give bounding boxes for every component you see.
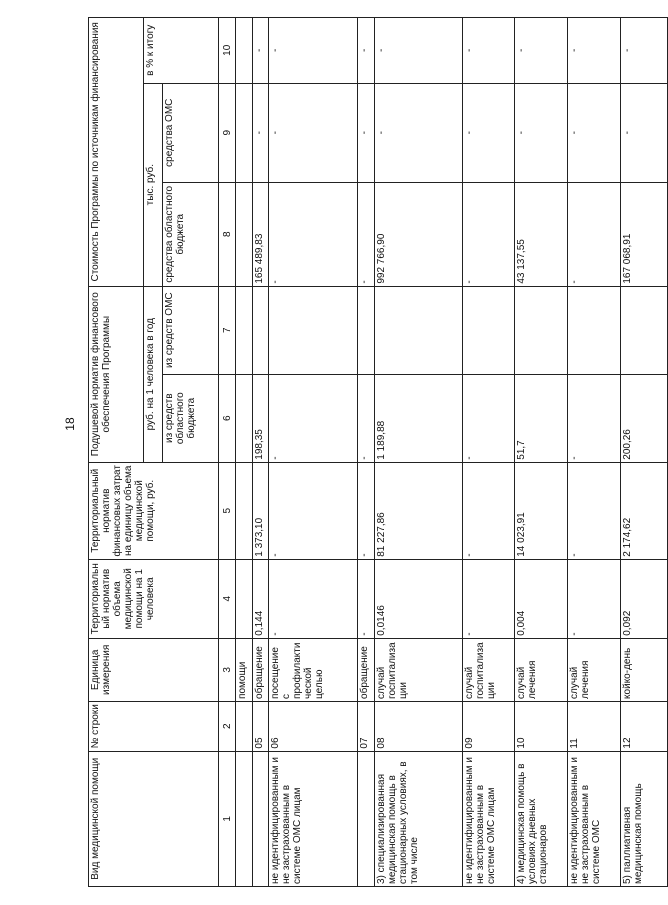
cell-pod-budget: -	[269, 374, 358, 462]
cell-st-budget: -	[462, 182, 514, 286]
cell-pod-oms	[269, 286, 358, 374]
cell-vid	[252, 751, 269, 886]
cell-st-oms	[236, 83, 253, 182]
cell-unit: случай лечения	[514, 638, 567, 701]
cell-norm-obem	[236, 559, 253, 638]
cell-unit: обращение	[358, 638, 375, 701]
header-obl-budget-8: средства областного бюджета	[162, 182, 219, 286]
cell-norm-zatrat: -	[568, 462, 620, 559]
cell-unit: случай госпитализации	[462, 638, 514, 701]
cell-procent: -	[269, 18, 358, 84]
table-row	[374, 18, 462, 887]
cell-vid: 3) специализированная медицинская помощь в стационарных условиях, в том числе	[374, 751, 462, 886]
cell-st-oms: -	[252, 83, 269, 182]
cell-norm-zatrat: 81 227,86	[374, 462, 462, 559]
page-number: 18	[63, 417, 77, 431]
col-number: 10	[219, 18, 236, 84]
col-number: 1	[219, 751, 236, 886]
cell-unit: койко-день	[620, 638, 667, 701]
header-edinica: Единица измерения	[89, 638, 219, 701]
cell-procent: -	[462, 18, 514, 84]
cell-unit: случай лечения	[568, 638, 620, 701]
col-number: 5	[219, 462, 236, 559]
rotated-page	[88, 17, 668, 887]
cell-norm-zatrat: -	[462, 462, 514, 559]
cell-nomer: 06	[269, 701, 358, 751]
table-row	[358, 18, 375, 887]
header-podushevoi: Подушевой норматив финансового обеспечения Программы	[89, 286, 144, 462]
header-oms-9: средства ОМС	[162, 83, 219, 182]
header-norm-obem: Территориальный норматив объема медицинской помощи на 1 человека	[89, 559, 219, 638]
cell-st-oms: -	[514, 83, 567, 182]
cell-norm-obem: -	[358, 559, 375, 638]
cell-vid	[358, 751, 375, 886]
cell-pod-budget	[236, 374, 253, 462]
cell-nomer: 07	[358, 701, 375, 751]
cell-vid	[236, 751, 253, 886]
table-row	[620, 18, 667, 887]
cell-unit: посещение с профилактической целью	[269, 638, 358, 701]
cell-vid: 4) медицинская помощь в условиях дневных стационаров	[514, 751, 567, 886]
cell-pod-oms	[374, 286, 462, 374]
cell-nomer: 09	[462, 701, 514, 751]
cell-procent: -	[374, 18, 462, 84]
cell-st-budget: 165 489,83	[252, 182, 269, 286]
cell-norm-obem: 0,144	[252, 559, 269, 638]
cell-st-oms: -	[374, 83, 462, 182]
cell-st-budget: -	[568, 182, 620, 286]
cell-vid: не идентифицированным и не застрахованным в системе ОМС лицам	[462, 751, 514, 886]
cell-norm-obem: 0,004	[514, 559, 567, 638]
header-row-1	[89, 18, 144, 887]
cell-st-oms: -	[462, 83, 514, 182]
cell-pod-oms	[568, 286, 620, 374]
cell-pod-oms	[514, 286, 567, 374]
cell-pod-budget: 1 189,88	[374, 374, 462, 462]
table-body	[236, 18, 668, 887]
table-row	[514, 18, 567, 887]
cell-procent: -	[252, 18, 269, 84]
col-number: 9	[219, 83, 236, 182]
header-stoimost: Стоимость Программы по источникам финансирования	[89, 18, 144, 287]
cell-st-budget: 167 068,91	[620, 182, 667, 286]
header-tys-rub: тыс. руб.	[143, 83, 162, 286]
cell-st-oms: -	[568, 83, 620, 182]
cell-norm-zatrat: 2 174,62	[620, 462, 667, 559]
header-nomer: № строки	[89, 701, 219, 751]
cell-pod-budget: -	[462, 374, 514, 462]
cell-procent	[236, 18, 253, 84]
header-vid: Вид медицинской помощи	[89, 751, 219, 886]
cell-norm-zatrat: 1 373,10	[252, 462, 269, 559]
cell-st-budget: -	[358, 182, 375, 286]
cell-norm-obem: -	[568, 559, 620, 638]
col-number: 3	[219, 638, 236, 701]
cell-nomer: 08	[374, 701, 462, 751]
col-number: 2	[219, 701, 236, 751]
cell-st-budget	[236, 182, 253, 286]
table-row	[462, 18, 514, 887]
cell-norm-zatrat: -	[358, 462, 375, 559]
cell-vid: 5) паллиативная медицинская помощь	[620, 751, 667, 886]
header-obl-budget-6: из средств областного бюджета	[162, 374, 219, 462]
cell-procent: -	[568, 18, 620, 84]
cell-pod-oms	[358, 286, 375, 374]
cell-norm-obem: 0,0146	[374, 559, 462, 638]
cell-unit: помощи	[236, 638, 253, 701]
cell-norm-zatrat: 14 023,91	[514, 462, 567, 559]
cell-st-oms: -	[269, 83, 358, 182]
cell-pod-oms	[252, 286, 269, 374]
cell-pod-oms	[462, 286, 514, 374]
program-cost-table	[88, 17, 668, 887]
cell-pod-oms	[620, 286, 667, 374]
table-row	[269, 18, 358, 887]
cell-pod-oms	[236, 286, 253, 374]
cell-nomer: 10	[514, 701, 567, 751]
table-row	[252, 18, 269, 887]
col-number: 4	[219, 559, 236, 638]
cell-norm-obem: -	[462, 559, 514, 638]
header-oms-7: из средств ОМС	[162, 286, 219, 374]
cell-st-budget: 43 137,55	[514, 182, 567, 286]
cell-unit: обращение	[252, 638, 269, 701]
header-norm-zatrat: Территориальный норматив финансовых затрат на единицу объема медицинской помощи, руб.	[89, 462, 219, 559]
cell-pod-budget: 51,7	[514, 374, 567, 462]
cell-nomer: 12	[620, 701, 667, 751]
col-number: 6	[219, 374, 236, 462]
cell-norm-obem: 0,092	[620, 559, 667, 638]
cell-nomer: 05	[252, 701, 269, 751]
column-number-row	[219, 18, 236, 887]
col-number: 8	[219, 182, 236, 286]
table-row	[568, 18, 620, 887]
header-procent: в % к итогу	[143, 18, 219, 84]
cell-st-budget: 992 766,90	[374, 182, 462, 286]
cell-unit: случай госпитализации	[374, 638, 462, 701]
header-rub-na-1: руб. на 1 человека в год	[143, 286, 162, 462]
cell-st-budget: -	[269, 182, 358, 286]
cell-procent: -	[358, 18, 375, 84]
cell-nomer: 11	[568, 701, 620, 751]
cell-st-oms: -	[358, 83, 375, 182]
cell-norm-zatrat: -	[269, 462, 358, 559]
cell-st-oms: -	[620, 83, 667, 182]
cell-nomer	[236, 701, 253, 751]
cell-pod-budget: 200,26	[620, 374, 667, 462]
cell-procent: -	[514, 18, 567, 84]
cell-vid: не идентифицированным и не застрахованным в системе ОМС лицам	[269, 751, 358, 886]
cell-procent: -	[620, 18, 667, 84]
cell-pod-budget: -	[358, 374, 375, 462]
cell-pod-budget: 198,35	[252, 374, 269, 462]
col-number: 7	[219, 286, 236, 374]
cell-norm-zatrat	[236, 462, 253, 559]
table-row	[236, 18, 253, 887]
cell-vid: не идентифицированным и не застрахованным в системе ОМС	[568, 751, 620, 886]
cell-norm-obem: -	[269, 559, 358, 638]
cell-pod-budget: -	[568, 374, 620, 462]
